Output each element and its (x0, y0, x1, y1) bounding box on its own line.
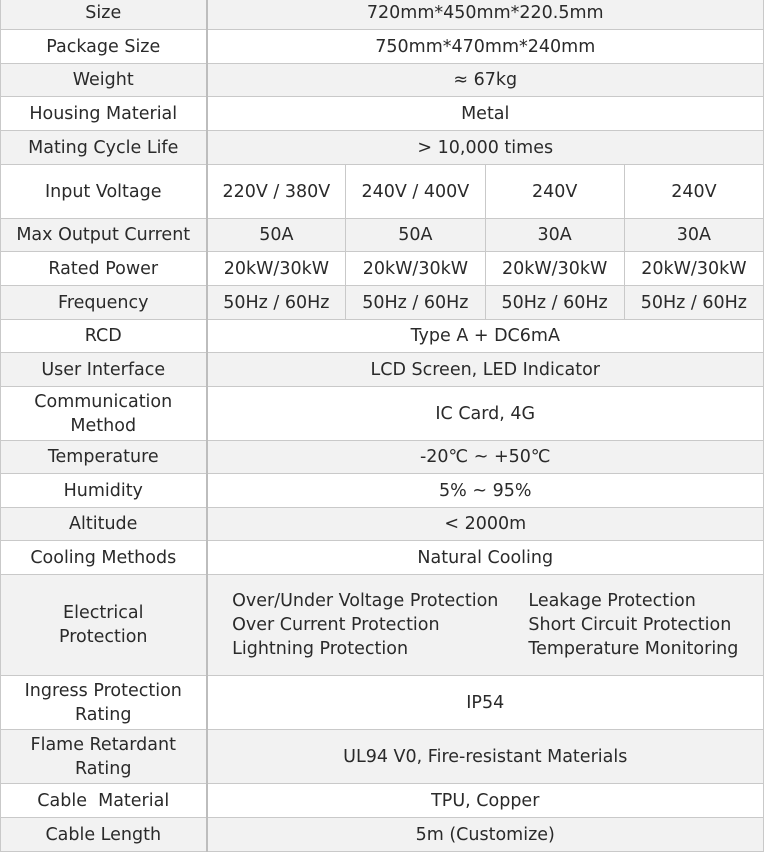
comm-label-line1: Communication (34, 391, 173, 412)
row-communication (1, 387, 764, 441)
max-current-cell: 30A (485, 219, 624, 252)
protection-label-line2: Protection (58, 627, 148, 647)
frequency-cell: 50Hz / 60Hz (346, 286, 485, 320)
weight-label: Weight (1, 64, 207, 97)
row-electrical-protection (1, 575, 764, 676)
row-package-size (1, 30, 764, 64)
row-housing (1, 97, 764, 131)
housing-value: Metal (207, 97, 764, 131)
temperature-value: -20℃ ~ +50℃ (207, 441, 764, 474)
max-current-cell: 50A (207, 219, 346, 252)
row-mating (1, 131, 764, 165)
row-max-current (1, 219, 764, 252)
ui-value: LCD Screen, LED Indicator (207, 353, 764, 387)
size-value: 720mm*450mm*220.5mm (207, 0, 764, 30)
mating-value: > 10,000 times (207, 131, 764, 165)
input-voltage-label: Input Voltage (1, 165, 207, 219)
row-frequency (1, 286, 764, 320)
humidity-value: 5% ~ 95% (207, 474, 764, 508)
size-label: Size (1, 0, 207, 30)
rcd-label: RCD (1, 320, 207, 353)
comm-value: IC Card, 4G (207, 387, 764, 441)
rcd-value: Type A + DC6mA (207, 320, 764, 353)
frequency-label: Frequency (1, 286, 207, 320)
row-flame (1, 730, 764, 784)
frequency-cell: 50Hz / 60Hz (485, 286, 624, 320)
ui-label: User Interface (1, 353, 207, 387)
row-input-voltage (1, 165, 764, 219)
flame-value: UL94 V0, Fire-resistant Materials (207, 730, 764, 784)
protection-item: Over/Under Voltage Protection (232, 591, 499, 611)
rated-power-cell: 20kW/30kW (624, 252, 763, 286)
cooling-value: Natural Cooling (207, 541, 764, 575)
rated-power-label: Rated Power (1, 252, 207, 286)
protection-item: Over Current Protection (232, 615, 440, 635)
row-cable-length (1, 818, 764, 852)
comm-label-line2: Method (70, 415, 137, 436)
protection-item: Lightning Protection (232, 639, 409, 659)
protection-label (1, 575, 207, 676)
cable-length-label: Cable Length (1, 818, 207, 852)
protection-column-right (528, 589, 738, 661)
input-voltage-cell: 220V / 380V (207, 165, 346, 219)
max-current-cell: 50A (346, 219, 485, 252)
protection-list (210, 589, 762, 661)
comm-label (1, 387, 207, 441)
row-humidity (1, 474, 764, 508)
cable-material-label: Cable Material (1, 784, 207, 818)
humidity-label: Humidity (1, 474, 207, 508)
ingress-label (1, 676, 207, 730)
input-voltage-cell: 240V (485, 165, 624, 219)
frequency-cell: 50Hz / 60Hz (624, 286, 763, 320)
row-rcd (1, 320, 764, 353)
altitude-value: < 2000m (207, 508, 764, 541)
max-current-cell: 30A (624, 219, 763, 252)
flame-label (1, 730, 207, 784)
max-current-label: Max Output Current (1, 219, 207, 252)
flame-label-line2: Rating (75, 758, 132, 779)
weight-value: ≈ 67kg (207, 64, 764, 97)
row-cooling (1, 541, 764, 575)
row-rated-power (1, 252, 764, 286)
package-size-label: Package Size (1, 30, 207, 64)
row-cable-material (1, 784, 764, 818)
row-size (1, 0, 764, 30)
protection-label-line1: Electrical (63, 603, 144, 623)
protection-item: Leakage Protection (528, 591, 696, 611)
cooling-label: Cooling Methods (1, 541, 207, 575)
altitude-label: Altitude (1, 508, 207, 541)
ingress-label-line1: Ingress Protection (24, 680, 182, 701)
protection-column-left (232, 589, 498, 661)
input-voltage-cell: 240V / 400V (346, 165, 485, 219)
housing-label: Housing Material (1, 97, 207, 131)
package-size-value: 750mm*470mm*240mm (207, 30, 764, 64)
row-altitude (1, 508, 764, 541)
ingress-label-line2: Rating (75, 704, 132, 725)
protection-item: Temperature Monitoring (528, 639, 739, 659)
input-voltage-cell: 240V (624, 165, 763, 219)
row-user-interface (1, 353, 764, 387)
frequency-cell: 50Hz / 60Hz (207, 286, 346, 320)
mating-label: Mating Cycle Life (1, 131, 207, 165)
row-temperature (1, 441, 764, 474)
cable-material-value: TPU, Copper (207, 784, 764, 818)
cable-length-value: 5m (Customize) (207, 818, 764, 852)
row-weight (1, 64, 764, 97)
protection-item: Short Circuit Protection (528, 615, 732, 635)
ingress-value: IP54 (207, 676, 764, 730)
flame-label-line1: Flame Retardant (30, 734, 176, 755)
rated-power-cell: 20kW/30kW (207, 252, 346, 286)
row-ingress (1, 676, 764, 730)
rated-power-cell: 20kW/30kW (346, 252, 485, 286)
rated-power-cell: 20kW/30kW (485, 252, 624, 286)
temperature-label: Temperature (1, 441, 207, 474)
protection-value (207, 575, 764, 676)
